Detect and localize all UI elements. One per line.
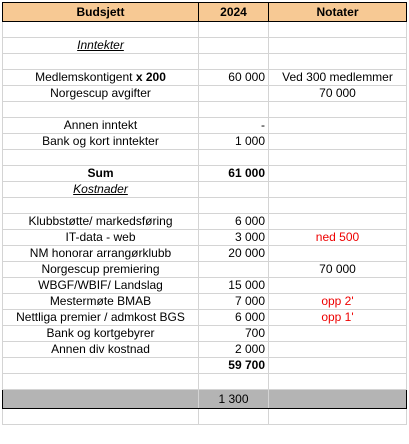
income-row: [3, 86, 407, 102]
income-note[interactable]: [269, 134, 407, 150]
income-note[interactable]: Ved 300 medlemmer: [269, 70, 407, 86]
header-notes[interactable]: Notater: [269, 3, 407, 22]
cost-amount[interactable]: 3 000: [199, 230, 269, 246]
header-year[interactable]: 2024: [199, 3, 269, 22]
cost-total-value[interactable]: 59 700: [199, 358, 269, 374]
section-title-income[interactable]: Inntekter: [3, 38, 199, 54]
section-row-income: [3, 38, 407, 54]
cost-amount[interactable]: 7 000: [199, 294, 269, 310]
cost-post[interactable]: Nettliga premier / admkost BGS: [3, 310, 199, 326]
income-post-label: Medlemskontigent: [35, 70, 133, 84]
income-row: [3, 70, 407, 86]
cost-post[interactable]: Annen div kostnad: [3, 342, 199, 358]
cost-amount[interactable]: 6 000: [199, 310, 269, 326]
cost-row: [3, 310, 407, 326]
section-title-costs[interactable]: Kostnader: [3, 182, 199, 198]
cost-row: [3, 342, 407, 358]
cost-row: [3, 326, 407, 342]
cost-row: [3, 230, 407, 246]
cost-post[interactable]: Norgescup premiering: [3, 262, 199, 278]
income-post[interactable]: Norgescup avgifter: [3, 86, 199, 102]
income-amount[interactable]: 60 000: [199, 70, 269, 86]
cost-post[interactable]: IT-data - web: [3, 230, 199, 246]
cost-amount[interactable]: 20 000: [199, 246, 269, 262]
income-note[interactable]: [269, 118, 407, 134]
cost-row: [3, 278, 407, 294]
sum-value[interactable]: 61 000: [199, 166, 269, 182]
cost-post[interactable]: Bank og kortgebyrer: [3, 326, 199, 342]
income-post-cell[interactable]: [3, 70, 199, 86]
cost-post[interactable]: WBGF/WBIF/ Landslag: [3, 278, 199, 294]
header-budget[interactable]: Budsjett: [3, 3, 199, 22]
cost-note[interactable]: [269, 214, 407, 230]
cost-note[interactable]: [269, 342, 407, 358]
cost-post[interactable]: NM honorar arrangørklubb: [3, 246, 199, 262]
result-row: [3, 390, 407, 409]
empty-row: [3, 374, 407, 390]
cost-note[interactable]: [269, 326, 407, 342]
empty-row: [3, 54, 407, 70]
section-row-costs: [3, 182, 407, 198]
income-amount[interactable]: -: [199, 118, 269, 134]
income-post[interactable]: Bank og kort inntekter: [3, 134, 199, 150]
cost-total-row: [3, 358, 407, 374]
sum-row: [3, 166, 407, 182]
cost-note[interactable]: ned 500: [269, 230, 407, 246]
income-post-multiplier: x 200: [132, 70, 166, 84]
cost-post[interactable]: Klubbstøtte/ markedsføring: [3, 214, 199, 230]
income-note[interactable]: 70 000: [269, 86, 407, 102]
cost-amount[interactable]: 15 000: [199, 278, 269, 294]
cost-note[interactable]: 70 000: [269, 262, 407, 278]
cost-row: [3, 246, 407, 262]
cost-amount[interactable]: 6 000: [199, 214, 269, 230]
cost-note[interactable]: [269, 246, 407, 262]
cost-note[interactable]: opp 2': [269, 294, 407, 310]
cost-row: [3, 294, 407, 310]
income-post[interactable]: Annen inntekt: [3, 118, 199, 134]
budget-sheet: [2, 2, 407, 425]
income-amount[interactable]: [199, 86, 269, 102]
empty-row: [3, 150, 407, 166]
sum-label[interactable]: Sum: [3, 166, 199, 182]
cost-note[interactable]: [269, 278, 407, 294]
income-row: [3, 118, 407, 134]
empty-row: [3, 102, 407, 118]
empty-row: [3, 198, 407, 214]
result-value[interactable]: 1 300: [199, 390, 269, 409]
header-row: [3, 3, 407, 22]
cost-post[interactable]: Mestermøte BMAB: [3, 294, 199, 310]
empty-row: [3, 22, 407, 38]
income-amount[interactable]: 1 000: [199, 134, 269, 150]
cost-amount[interactable]: [199, 262, 269, 278]
income-row: [3, 134, 407, 150]
cost-amount[interactable]: 700: [199, 326, 269, 342]
cost-note[interactable]: opp 1': [269, 310, 407, 326]
cost-row: [3, 262, 407, 278]
cost-row: [3, 214, 407, 230]
empty-row: [3, 409, 407, 425]
cost-amount[interactable]: 2 000: [199, 342, 269, 358]
